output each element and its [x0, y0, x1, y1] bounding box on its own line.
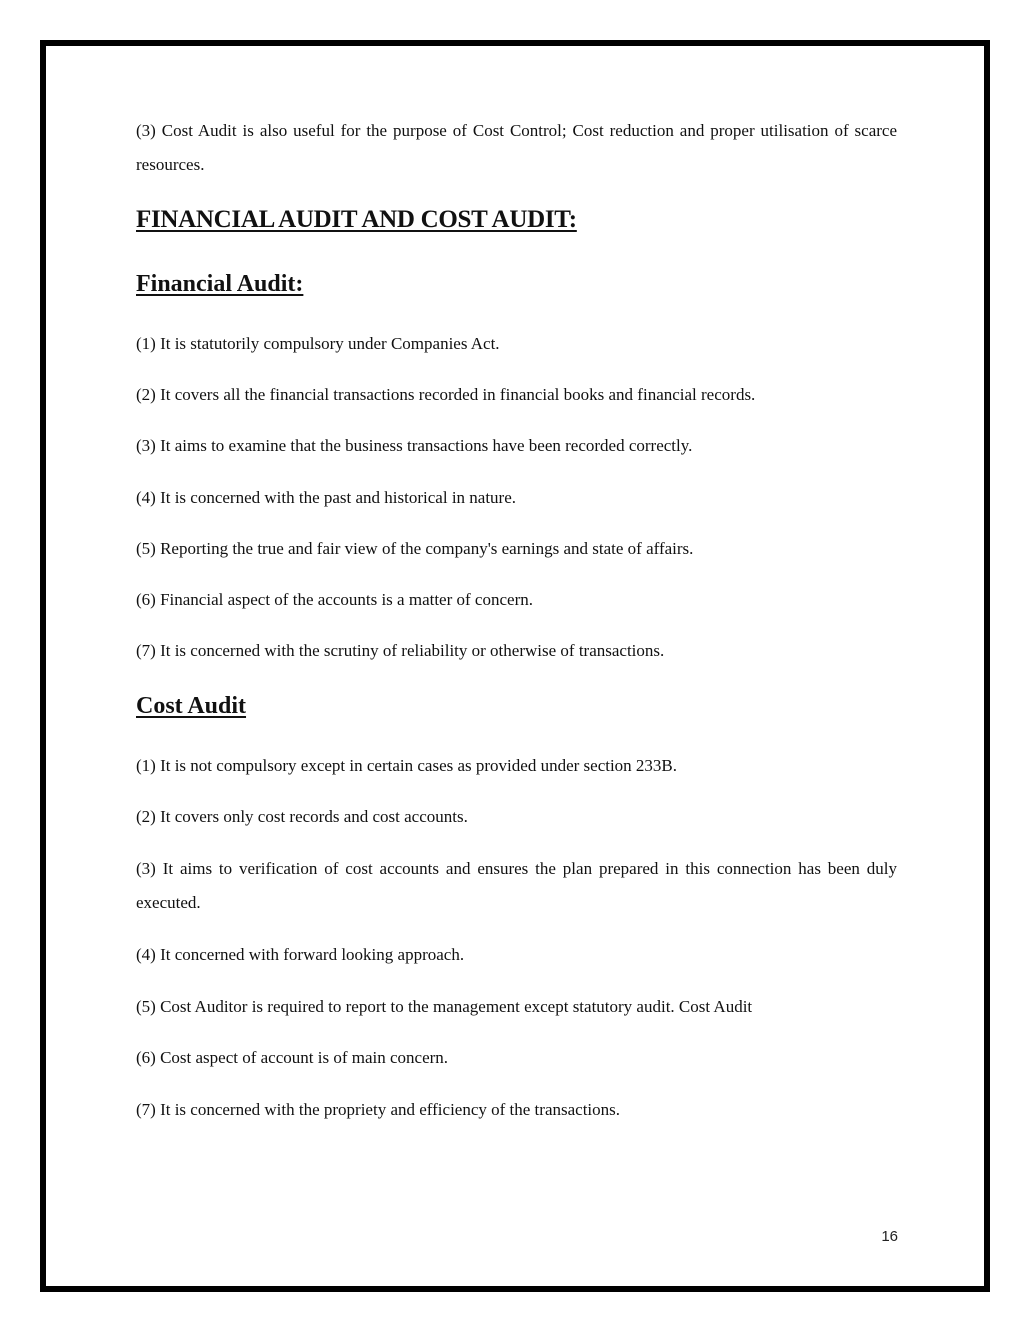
financial-audit-item: (5) Reporting the true and fair view of the company's earnings and state of affairs. [136, 539, 694, 558]
cost-audit-item: (1) It is not compulsory except in certain cases as provided under section 233B. [136, 756, 678, 775]
financial-audit-item: (2) It covers all the financial transactions recorded in financial books and financial records. [136, 385, 756, 404]
cost-audit-item: (3) It aims to verification of cost accounts and ensures the plan prepared in this connection has been duly executed. [136, 859, 897, 912]
cost-audit-item: (6) Cost aspect of account is of main concern. [136, 1048, 449, 1067]
financial-audit-item: (4) It is concerned with the past and historical in nature. [136, 488, 517, 507]
cost-audit-item: (7) It is concerned with the propriety and efficiency of the transactions. [136, 1100, 621, 1119]
intro-paragraph: (3) Cost Audit is also useful for the purpose of Cost Control; Cost reduction and proper utilisation of scarce resources. [136, 121, 897, 174]
financial-audit-item: (1) It is statutorily compulsory under Companies Act. [136, 334, 500, 353]
main-heading: FINANCIAL AUDIT AND COST AUDIT: [136, 206, 577, 233]
cost-audit-heading: Cost Audit [136, 693, 247, 719]
cost-audit-item: (4) It concerned with forward looking approach. [136, 945, 465, 964]
financial-audit-item: (7) It is concerned with the scrutiny of reliability or otherwise of transactions. [136, 641, 665, 660]
financial-audit-item: (3) It aims to examine that the business transactions have been recorded correctly. [136, 436, 693, 455]
financial-audit-item: (6) Financial aspect of the accounts is a matter of concern. [136, 590, 533, 609]
page-number: 16 [881, 1228, 898, 1245]
financial-audit-heading: Financial Audit: [136, 271, 304, 297]
cost-audit-item: (5) Cost Auditor is required to report to the management except statutory audit. Cost Audit [136, 997, 753, 1016]
cost-audit-item: (2) It covers only cost records and cost accounts. [136, 807, 468, 826]
